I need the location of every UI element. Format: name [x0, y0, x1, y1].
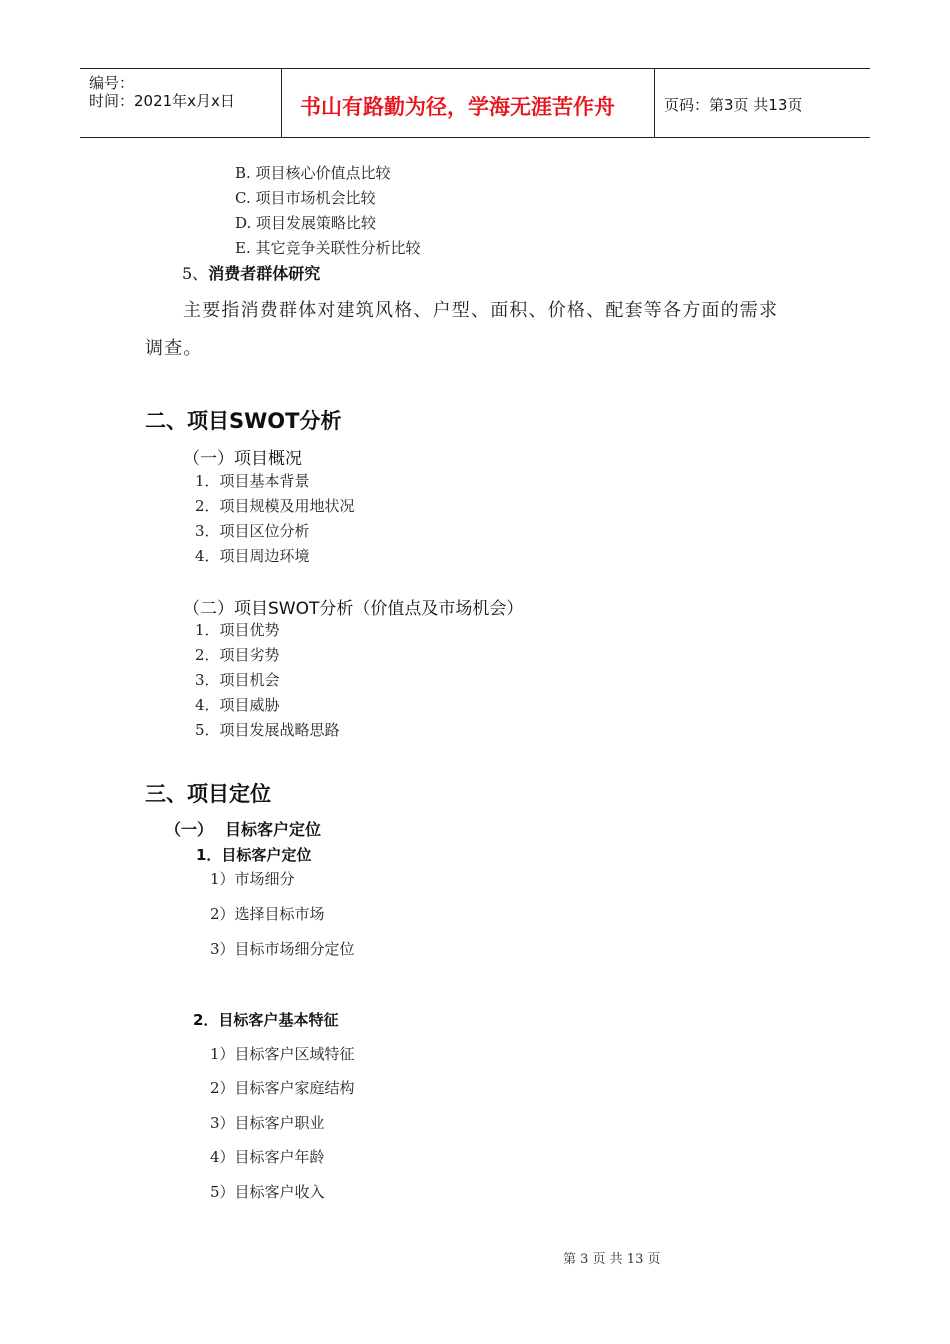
document-date: 时间：2021年x月x日 — [89, 92, 235, 110]
header-page-number: 页码：第3页 共13页 — [664, 96, 803, 114]
subsection-title: （二）项目SWOT分析（价值点及市场机会） — [183, 599, 524, 619]
list-item: 2．项目规模及用地状况 — [195, 497, 355, 515]
section-number: 5、 — [182, 264, 209, 283]
list-item: 2）选择目标市场 — [210, 905, 325, 923]
list-item: 3．项目机会 — [195, 671, 280, 689]
list-item: 2）目标客户家庭结构 — [210, 1079, 355, 1097]
subsection-label: 目标客户定位 — [225, 820, 322, 839]
list-item: D. 项目发展策略比较 — [235, 214, 377, 232]
chapter-title: 三、项目定位 — [145, 782, 271, 806]
subsection-title — [165, 817, 321, 840]
header-motto: 书山有路勤为径，学海无涯苦作舟 — [300, 95, 615, 119]
subsection-number: （一） — [165, 820, 214, 839]
list-item: 2．项目劣势 — [195, 646, 280, 664]
list-item: E. 其它竞争关联性分析比较 — [235, 239, 421, 257]
list-item: 1．项目优势 — [195, 621, 280, 639]
list-item: 4．项目周边环境 — [195, 547, 310, 565]
list-item: 1）市场细分 — [210, 870, 295, 888]
section-title: 消费者群体研究 — [208, 264, 321, 283]
paragraph-line: 主要指消费群体对建筑风格、户型、面积、价格、配套等各方面的需求 — [183, 300, 779, 321]
paragraph-line: 调查。 — [145, 338, 203, 359]
chapter-title: 二、项目SWOT分析 — [145, 409, 342, 433]
list-item: 4．项目威胁 — [195, 696, 280, 714]
subsection-title: （一）项目概况 — [183, 449, 302, 469]
list-item: 1）目标客户区域特征 — [210, 1045, 355, 1063]
document-number-label: 编号： — [89, 74, 135, 92]
list-item: 5）目标客户收入 — [210, 1183, 325, 1201]
list-item: 3．项目区位分析 — [195, 522, 310, 540]
list-item: 3）目标市场细分定位 — [210, 940, 355, 958]
group-title: 2．目标客户基本特征 — [193, 1011, 339, 1029]
list-item: B. 项目核心价值点比较 — [235, 164, 391, 182]
page-footer: 第 3 页 共 13 页 — [563, 1252, 661, 1267]
header-divider — [281, 69, 282, 137]
list-item: C. 项目市场机会比较 — [235, 189, 376, 207]
group-title: 1．目标客户定位 — [196, 846, 312, 864]
list-item: 3）目标客户职业 — [210, 1114, 325, 1132]
section-heading — [182, 261, 320, 284]
page-header — [80, 68, 870, 138]
header-divider — [654, 69, 655, 137]
list-item: 5．项目发展战略思路 — [195, 721, 340, 739]
list-item: 4）目标客户年龄 — [210, 1148, 325, 1166]
list-item: 1．项目基本背景 — [195, 472, 310, 490]
